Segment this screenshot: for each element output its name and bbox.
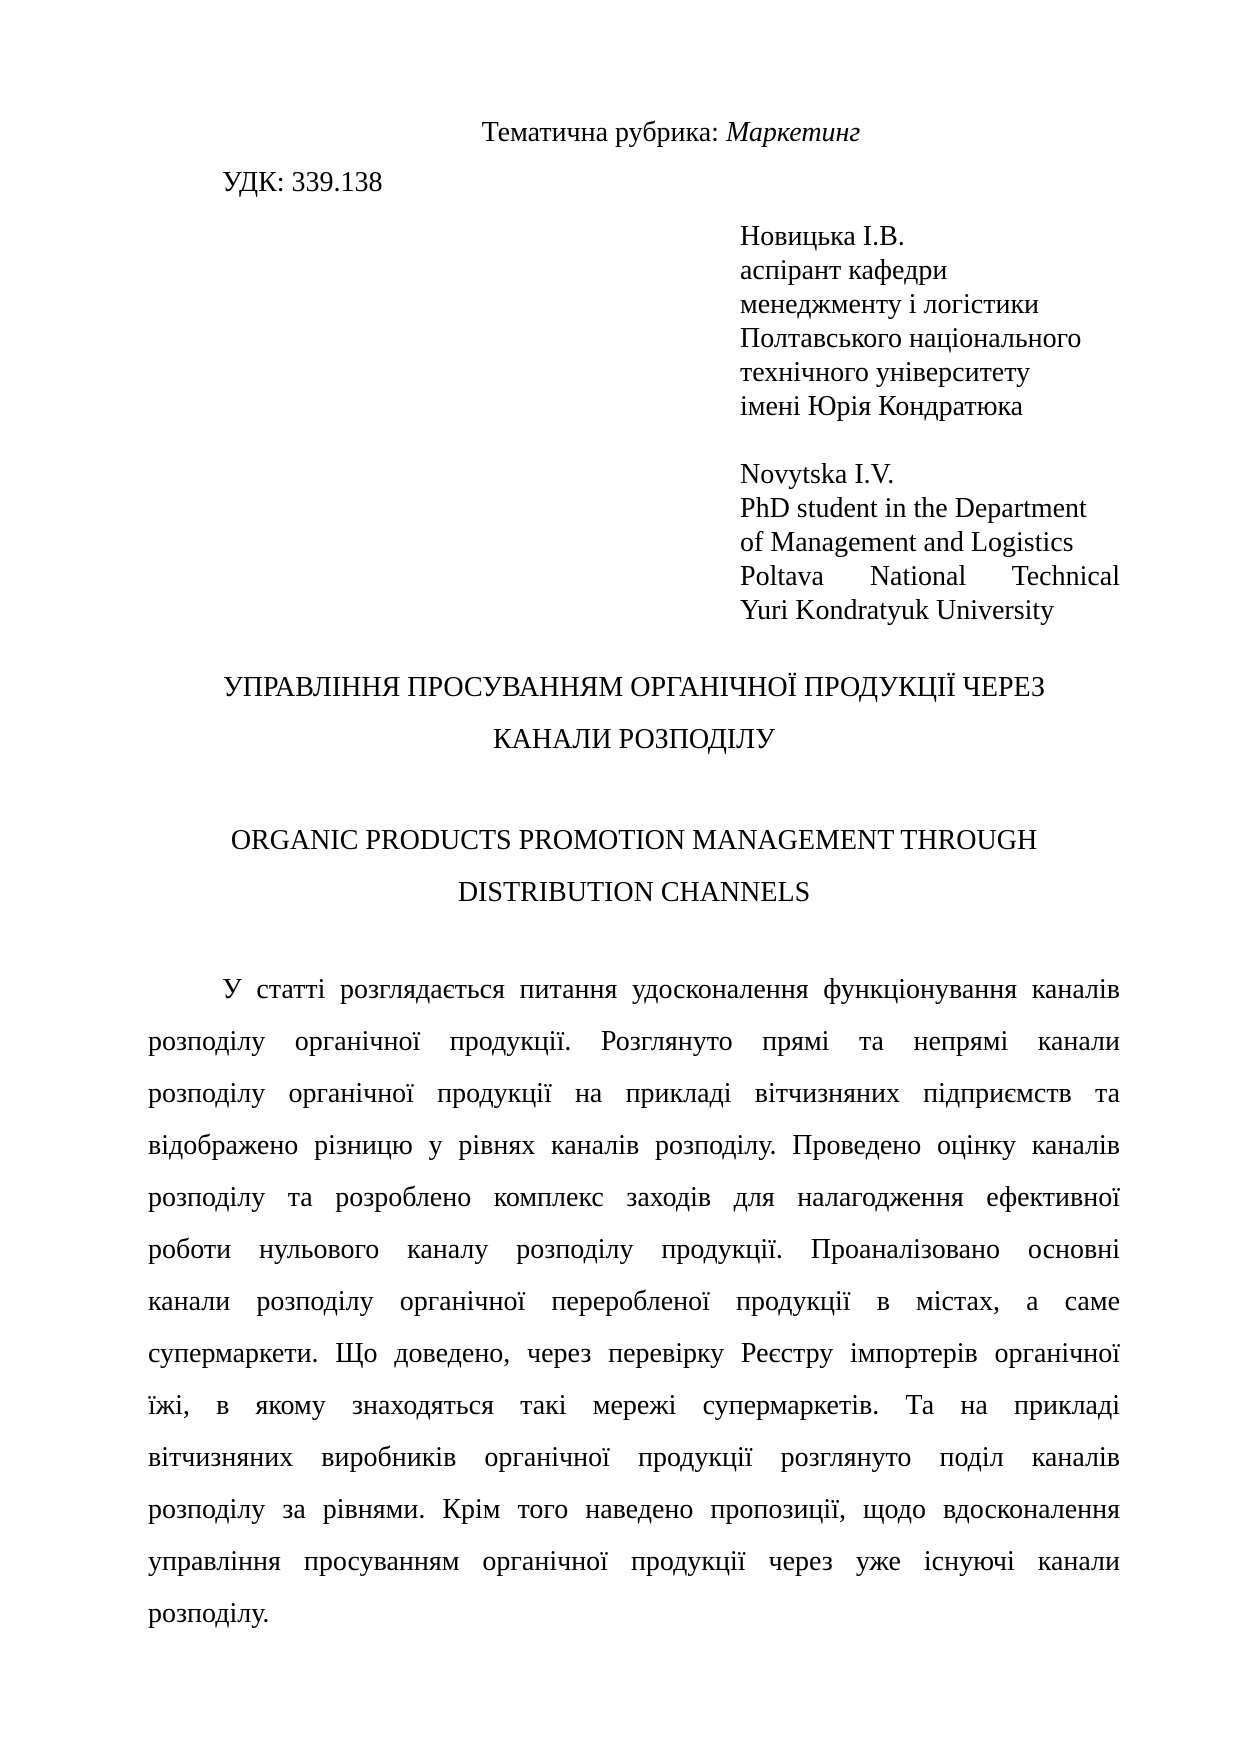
udc-number: УДК: 339.138 (222, 167, 383, 198)
rubric-label: Тематична рубрика: (481, 117, 719, 148)
author-affiliation-en: PhD student in the Department (740, 493, 1087, 524)
article-title-uk (148, 662, 1120, 766)
thematic-rubric (148, 108, 1120, 158)
abstract-line: канали розподілу органічної переробленої продукції в містах, а саме (148, 1286, 1120, 1317)
abstract-line: відображено різницю у рівнях каналів розподілу. Проведено оцінку каналів (148, 1130, 1120, 1161)
authors-spacer (740, 424, 1120, 458)
abstract-line: управління просуванням органічної продукції через уже існуючі канали (148, 1546, 1120, 1577)
author-affiliation-uk: аспірант кафедри (740, 255, 948, 286)
author-affiliation-en: Yuri Kondratyuk University (740, 595, 1055, 626)
abstract-line: їжі, в якому знаходяться такі мережі супермаркетів. Та на прикладі (148, 1390, 1120, 1421)
article-title-en-line: ORGANIC PRODUCTS PROMOTION MANAGEMENT THROUGH (230, 825, 1038, 856)
abstract-line: розподілу. (148, 1598, 270, 1629)
article-title-uk-line: КАНАЛИ РОЗПОДІЛУ (493, 724, 775, 755)
abstract-line: роботи нульового каналу розподілу продукції. Проаналізовано основні (148, 1234, 1120, 1265)
abstract-line: розподілу за рівнями. Крім того наведено пропозиції, щодо вдосконалення (148, 1494, 1120, 1525)
author-affiliation-uk: Полтавського національного (740, 323, 1082, 354)
abstract-line: розподілу органічної продукції. Розглянуто прямі та непрямі канали (148, 1026, 1120, 1057)
author-affiliation-uk: менеджменту і логістики (740, 289, 1040, 320)
author-affiliation-en: Poltava National Technical (740, 561, 1120, 592)
author-affiliation-en: of Management and Logistics (740, 527, 1074, 558)
abstract-paragraph (148, 964, 1120, 1640)
article-title-en-line: DISTRIBUTION CHANNELS (457, 877, 811, 908)
author-affiliation-uk: імені Юрія Кондратюка (740, 391, 1024, 422)
abstract-line: розподілу органічної продукції на прикладі вітчизняних підприємств та (148, 1078, 1120, 1109)
abstract-line: вітчизняних виробників органічної продукції розглянуто поділ каналів (148, 1442, 1120, 1473)
abstract-line: супермаркети. Що доведено, через перевірку Реєстру імпортерів органічної (148, 1338, 1120, 1369)
abstract-line: У статті розглядається питання удосконалення функціонування каналів (222, 974, 1120, 1005)
author-name-uk: Новицька І.В. (740, 221, 905, 252)
rubric-space (719, 117, 726, 148)
abstract-line: розподілу та розроблено комплекс заходів для налагодження ефективної (148, 1182, 1120, 1213)
author-affiliation-uk: технічного університету (740, 357, 1031, 388)
author-name-en: Novytska I.V. (740, 459, 895, 490)
authors-block (740, 220, 1120, 628)
article-title-en (148, 815, 1120, 919)
article-title-uk-line: УПРАВЛІННЯ ПРОСУВАННЯМ ОРГАНІЧНОЇ ПРОДУКЦІЇ ЧЕРЕЗ (222, 672, 1046, 703)
rubric-value: Маркетинг (725, 117, 861, 148)
